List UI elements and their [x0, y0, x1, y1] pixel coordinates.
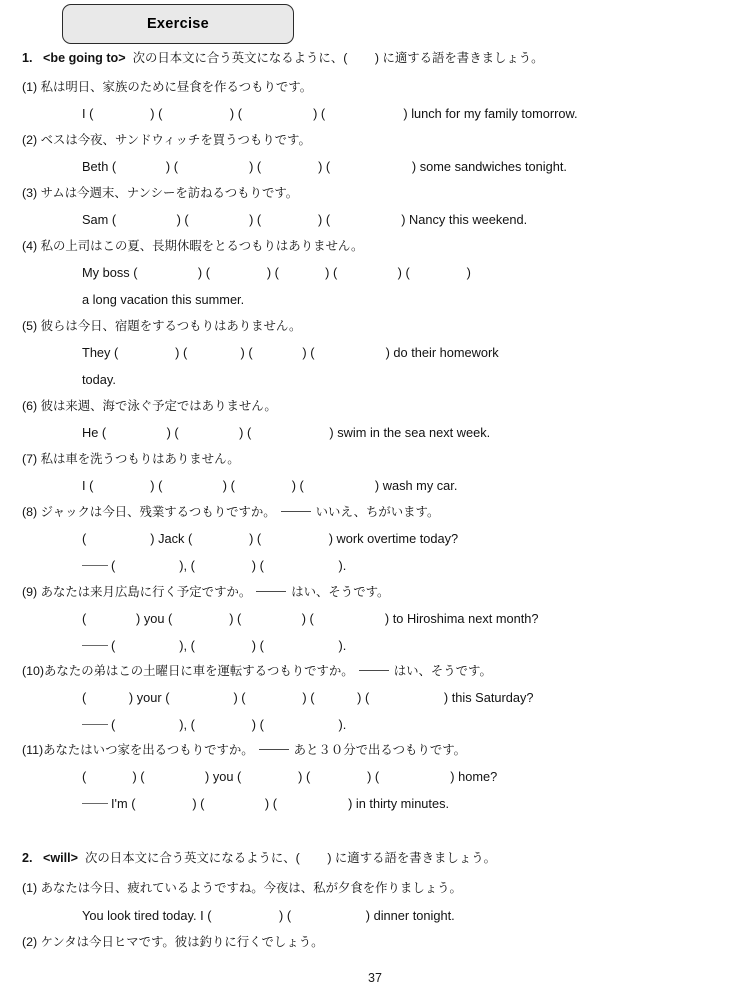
item-japanese: ケンタは今日ヒマです。彼は釣りに行くでしょう。: [40, 935, 324, 949]
item-japanese: ベスは今夜、サンドウィッチを買うつもりです。: [40, 133, 311, 147]
item-japanese: あなたは今日、疲れているようですね。今夜は、私が夕食を作りましょう。: [40, 881, 462, 895]
item-number: (11): [22, 743, 44, 757]
item-1-11-answer-line-1[interactable]: ( ) ( ) you ( ) ( ) ( ) home?: [82, 769, 498, 784]
reply-text[interactable]: I'm ( ) ( ) ( ) in thirty minutes.: [111, 796, 450, 811]
reply-dash: [82, 565, 108, 566]
section-1-tag: <be going to>: [43, 51, 126, 65]
item-1-4-answer-line-2[interactable]: a long vacation this summer.: [82, 292, 245, 307]
page-number: 37: [368, 971, 382, 985]
item-1-8-reply-line[interactable]: [82, 558, 346, 573]
item-number: (10): [22, 664, 45, 678]
item-1-9-answer-line-1[interactable]: ( ) you ( ) ( ) ( ) to Hiroshima next month?: [82, 611, 539, 626]
item-1-8-answer-line-1[interactable]: ( ) Jack ( ) ( ) work overtime today?: [82, 531, 459, 546]
item-1-6-answer-line-1[interactable]: He ( ) ( ) ( ) swim in the sea next week.: [82, 425, 491, 440]
reply-text[interactable]: ( ), ( ) ( ).: [111, 638, 347, 653]
item-1-5-answer-line-2[interactable]: today.: [82, 372, 116, 387]
reply-dash: [82, 645, 108, 646]
reply-text[interactable]: ( ), ( ) ( ).: [111, 717, 347, 732]
item-1-7-prompt: [22, 452, 240, 467]
item-japanese: サムは今週末、ナンシーを訪ねるつもりです。: [40, 186, 299, 200]
item-1-6-prompt: [22, 399, 277, 414]
item-number: (6): [22, 399, 38, 413]
item-1-10-answer-line-1[interactable]: ( ) your ( ) ( ) ( ) ( ) this Saturday?: [82, 690, 534, 705]
item-2-1-answer-line-1[interactable]: You look tired today. I ( ) ( ) dinner tonight.: [82, 908, 455, 923]
item-japanese-question: あなたは来月広島に行く予定ですか。: [40, 585, 252, 599]
item-1-5-prompt: [22, 319, 301, 334]
section-1-instruction: 次の日本文に合う英文になるように、( ) に適する語を書きましょう。: [132, 51, 544, 65]
item-japanese-answer: あと３０分で出るつもりです。: [293, 743, 467, 757]
item-japanese-question: あなたの弟はこの土曜日に車を運転するつもりですか。: [44, 664, 354, 678]
section-2-instruction: 次の日本文に合う英文になるように、( ) に適する語を書きましょう。: [85, 851, 496, 865]
item-1-11-reply-line[interactable]: [82, 796, 449, 811]
em-dash-separator: [256, 591, 286, 592]
reply-dash: [82, 724, 108, 725]
item-japanese-question: ジャックは今日、残業するつもりですか。: [40, 505, 276, 519]
item-1-1-answer-line-1[interactable]: I ( ) ( ) ( ) ( ) lunch for my family tomorrow.: [82, 106, 578, 121]
reply-dash: [82, 803, 108, 804]
item-1-3-answer-line-1[interactable]: Sam ( ) ( ) ( ) ( ) Nancy this weekend.: [82, 212, 528, 227]
item-number: (7): [22, 452, 38, 466]
item-number: (1): [22, 80, 38, 94]
item-1-4-answer-line-1[interactable]: My boss ( ) ( ) ( ) ( ) ( ): [82, 265, 471, 280]
item-number: (3): [22, 186, 38, 200]
item-japanese-answer: はい、そうです。: [291, 585, 390, 599]
section-1-number: 1.: [22, 51, 33, 65]
item-2-2-prompt: [22, 935, 324, 950]
item-2-1-prompt: [22, 881, 462, 896]
item-1-10-reply-line[interactable]: [82, 717, 346, 732]
item-japanese: 私は明日、家族のために昼食を作るつもりです。: [40, 80, 313, 94]
item-1-10-prompt: [22, 664, 492, 679]
section-2-number: 2.: [22, 851, 33, 865]
item-1-4-prompt: [22, 239, 363, 254]
section-2-tag: <will>: [43, 851, 79, 865]
item-1-9-prompt: [22, 585, 389, 600]
item-japanese: 彼らは今日、宿題をするつもりはありません。: [40, 319, 302, 333]
em-dash-separator: [281, 511, 311, 512]
item-1-3-prompt: [22, 186, 298, 201]
item-japanese: 彼は来週、海で泳ぐ予定ではありません。: [40, 399, 277, 413]
item-number: (2): [22, 133, 38, 147]
item-japanese-question: あなたはいつ家を出るつもりですか。: [43, 743, 254, 757]
item-1-2-prompt: [22, 133, 311, 148]
item-number: (2): [22, 935, 38, 949]
item-japanese: 私の上司はこの夏、長期休暇をとるつもりはありません。: [40, 239, 364, 253]
section-2-heading: [22, 851, 496, 866]
item-1-2-answer-line-1[interactable]: Beth ( ) ( ) ( ) ( ) some sandwiches tonight.: [82, 159, 567, 174]
exercise-title-label: Exercise: [146, 16, 210, 32]
item-number: (9): [22, 585, 38, 599]
item-1-1-prompt: [22, 80, 312, 95]
reply-text[interactable]: ( ), ( ) ( ).: [111, 558, 347, 573]
item-1-5-answer-line-1[interactable]: They ( ) ( ) ( ) ( ) do their homework: [82, 345, 499, 360]
item-1-9-reply-line[interactable]: [82, 638, 346, 653]
item-number: (8): [22, 505, 38, 519]
item-japanese: 私は車を洗うつもりはありません。: [40, 452, 240, 466]
section-1-heading: [22, 51, 544, 66]
item-japanese-answer: はい、そうです。: [393, 664, 492, 678]
item-japanese-answer: いいえ、ちがいます。: [315, 505, 440, 519]
item-1-7-answer-line-1[interactable]: I ( ) ( ) ( ) ( ) wash my car.: [82, 478, 458, 493]
em-dash-separator: [259, 749, 289, 750]
item-number: (1): [22, 881, 38, 895]
item-number: (5): [22, 319, 38, 333]
em-dash-separator: [359, 670, 389, 671]
item-1-11-prompt: [22, 743, 466, 758]
item-number: (4): [22, 239, 38, 253]
exercise-title-box: [62, 4, 294, 44]
item-1-8-prompt: [22, 505, 439, 520]
